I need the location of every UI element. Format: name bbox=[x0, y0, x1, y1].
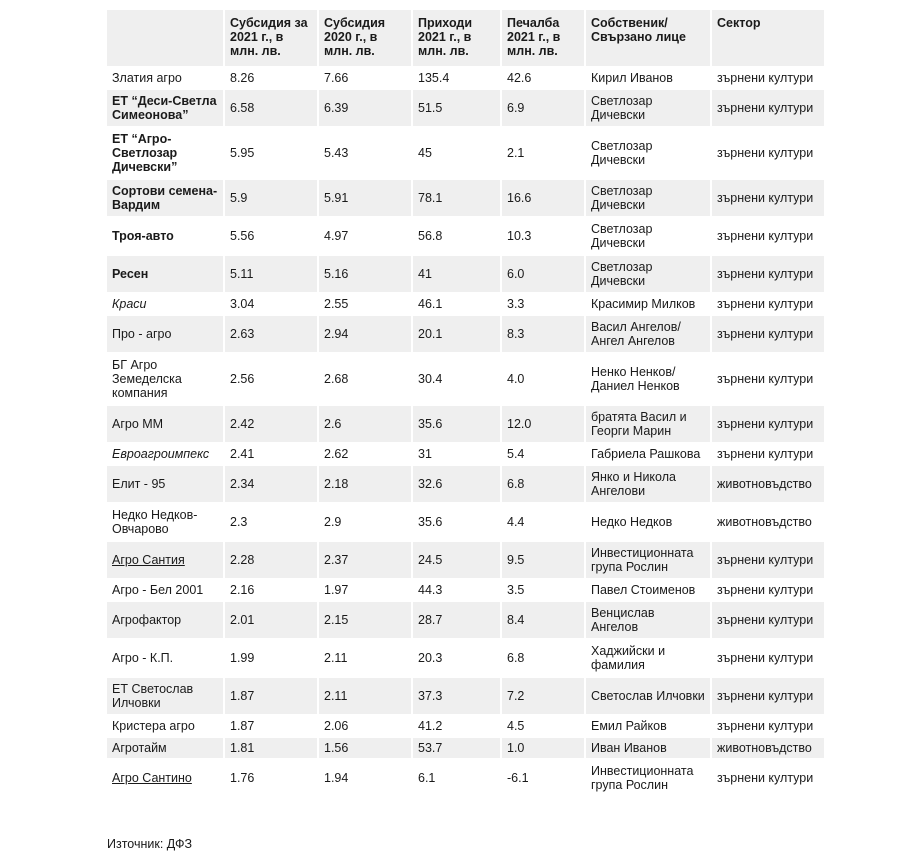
subsidy-2021-cell: 5.95 bbox=[225, 128, 319, 180]
subsidy-2020-cell: 2.68 bbox=[319, 354, 413, 406]
company-name-cell bbox=[107, 466, 225, 504]
sector-cell: зърнени култури bbox=[712, 406, 826, 444]
subsidy-2020-cell: 6.39 bbox=[319, 90, 413, 128]
owner-cell: Светлозар Дичевски bbox=[586, 128, 712, 180]
subsidy-2021-cell: 2.01 bbox=[225, 602, 319, 640]
table-row bbox=[107, 504, 826, 542]
subsidy-2020-cell: 2.06 bbox=[319, 716, 413, 738]
profit-2021-cell: 8.4 bbox=[502, 602, 586, 640]
header-row bbox=[107, 10, 826, 68]
owner-cell: Иван Иванов bbox=[586, 738, 712, 760]
subsidy-2021-cell: 2.56 bbox=[225, 354, 319, 406]
subsidy-table-container bbox=[107, 10, 826, 798]
profit-2021-cell: 4.0 bbox=[502, 354, 586, 406]
revenue-2021-cell: 41 bbox=[413, 256, 502, 294]
table-row bbox=[107, 180, 826, 218]
subsidy-2020-cell: 1.97 bbox=[319, 580, 413, 602]
company-name-text: Про - агро bbox=[112, 327, 172, 341]
subsidy-2020-cell: 4.97 bbox=[319, 218, 413, 256]
profit-2021-cell: 8.3 bbox=[502, 316, 586, 354]
subsidy-2020-cell: 1.56 bbox=[319, 738, 413, 760]
table-row bbox=[107, 218, 826, 256]
company-name-text: Недко Недков-Овчарово bbox=[112, 508, 198, 536]
profit-2021-cell: 6.9 bbox=[502, 90, 586, 128]
company-name-cell bbox=[107, 602, 225, 640]
table-row bbox=[107, 354, 826, 406]
subsidy-2020-cell: 2.9 bbox=[319, 504, 413, 542]
table-row bbox=[107, 738, 826, 760]
table-row bbox=[107, 294, 826, 316]
subsidy-2021-cell: 2.42 bbox=[225, 406, 319, 444]
subsidy-2020-cell: 5.16 bbox=[319, 256, 413, 294]
revenue-2021-cell: 28.7 bbox=[413, 602, 502, 640]
company-name-text: Елит - 95 bbox=[112, 477, 166, 491]
subsidy-2020-cell: 7.66 bbox=[319, 68, 413, 90]
owner-cell: Янко и Никола Ангелови bbox=[586, 466, 712, 504]
header-sector: Сектор bbox=[712, 10, 826, 68]
revenue-2021-cell: 37.3 bbox=[413, 678, 502, 716]
table-row bbox=[107, 256, 826, 294]
profit-2021-cell: 6.8 bbox=[502, 640, 586, 678]
subsidy-2021-cell: 2.63 bbox=[225, 316, 319, 354]
source-note: Източник: ДФЗ bbox=[107, 837, 193, 851]
subsidy-2020-cell: 2.15 bbox=[319, 602, 413, 640]
subsidy-2021-cell: 2.28 bbox=[225, 542, 319, 580]
profit-2021-cell: 4.4 bbox=[502, 504, 586, 542]
revenue-2021-cell: 45 bbox=[413, 128, 502, 180]
company-name-cell bbox=[107, 580, 225, 602]
profit-2021-cell: 7.2 bbox=[502, 678, 586, 716]
owner-cell: Светлозар Дичевски bbox=[586, 180, 712, 218]
subsidy-2020-cell: 2.11 bbox=[319, 678, 413, 716]
company-name-cell bbox=[107, 316, 225, 354]
company-name-cell bbox=[107, 542, 225, 580]
subsidy-2021-cell: 3.04 bbox=[225, 294, 319, 316]
revenue-2021-cell: 30.4 bbox=[413, 354, 502, 406]
profit-2021-cell: 2.1 bbox=[502, 128, 586, 180]
revenue-2021-cell: 24.5 bbox=[413, 542, 502, 580]
table-row bbox=[107, 760, 826, 798]
subsidy-2020-cell: 2.11 bbox=[319, 640, 413, 678]
company-name-cell bbox=[107, 218, 225, 256]
sector-cell: зърнени култури bbox=[712, 180, 826, 218]
header-subsidy-2021: Субсидия за 2021 г., в млн. лв. bbox=[225, 10, 319, 68]
owner-cell: Емил Райков bbox=[586, 716, 712, 738]
company-name-text: Ресен bbox=[112, 267, 149, 281]
company-name-text: Троя-авто bbox=[112, 229, 174, 243]
header-profit-2021: Печалба 2021 г., в млн. лв. bbox=[502, 10, 586, 68]
subsidy-2020-cell: 2.94 bbox=[319, 316, 413, 354]
header-owner: Собственик/ Свързано лице bbox=[586, 10, 712, 68]
subsidy-2021-cell: 1.99 bbox=[225, 640, 319, 678]
company-name-text: Сортови семена- Вардим bbox=[112, 184, 218, 212]
subsidy-2021-cell: 1.81 bbox=[225, 738, 319, 760]
sector-cell: зърнени култури bbox=[712, 256, 826, 294]
revenue-2021-cell: 35.6 bbox=[413, 504, 502, 542]
subsidy-2020-cell: 1.94 bbox=[319, 760, 413, 798]
profit-2021-cell: 10.3 bbox=[502, 218, 586, 256]
sector-cell: зърнени култури bbox=[712, 128, 826, 180]
company-name-cell bbox=[107, 716, 225, 738]
company-name-text: Евроагроимпекс bbox=[112, 447, 210, 461]
header-subsidy-2020: Субсидия 2020 г., в млн. лв. bbox=[319, 10, 413, 68]
revenue-2021-cell: 20.3 bbox=[413, 640, 502, 678]
subsidy-2020-cell: 2.37 bbox=[319, 542, 413, 580]
owner-cell: братята Васил и Георги Марин bbox=[586, 406, 712, 444]
table-row bbox=[107, 68, 826, 90]
revenue-2021-cell: 135.4 bbox=[413, 68, 502, 90]
company-name-text: Краси bbox=[112, 297, 147, 311]
company-name-cell bbox=[107, 760, 225, 798]
header-revenue-2021: Приходи 2021 г., в млн. лв. bbox=[413, 10, 502, 68]
owner-cell: Светлозар Дичевски bbox=[586, 90, 712, 128]
subsidy-2021-cell: 1.87 bbox=[225, 716, 319, 738]
owner-cell: Хаджийски и фамилия bbox=[586, 640, 712, 678]
company-name-text: Кристера агро bbox=[112, 719, 195, 733]
table-header bbox=[107, 10, 826, 68]
table-row bbox=[107, 542, 826, 580]
sector-cell: зърнени култури bbox=[712, 760, 826, 798]
profit-2021-cell: 9.5 bbox=[502, 542, 586, 580]
sector-cell: зърнени култури bbox=[712, 716, 826, 738]
subsidy-2020-cell: 5.91 bbox=[319, 180, 413, 218]
subsidy-2021-cell: 5.11 bbox=[225, 256, 319, 294]
company-name-cell bbox=[107, 68, 225, 90]
table-row bbox=[107, 128, 826, 180]
profit-2021-cell: 3.5 bbox=[502, 580, 586, 602]
sector-cell: зърнени култури bbox=[712, 542, 826, 580]
profit-2021-cell: 4.5 bbox=[502, 716, 586, 738]
company-name-cell bbox=[107, 128, 225, 180]
owner-cell: Венцислав Ангелов bbox=[586, 602, 712, 640]
subsidy-2020-cell: 2.18 bbox=[319, 466, 413, 504]
company-name-text: Златия агро bbox=[112, 71, 182, 85]
sector-cell: зърнени култури bbox=[712, 602, 826, 640]
company-name-cell bbox=[107, 354, 225, 406]
table-row bbox=[107, 580, 826, 602]
profit-2021-cell: 6.8 bbox=[502, 466, 586, 504]
table-row bbox=[107, 90, 826, 128]
revenue-2021-cell: 44.3 bbox=[413, 580, 502, 602]
revenue-2021-cell: 32.6 bbox=[413, 466, 502, 504]
revenue-2021-cell: 56.8 bbox=[413, 218, 502, 256]
company-name-cell bbox=[107, 678, 225, 716]
profit-2021-cell: -6.1 bbox=[502, 760, 586, 798]
subsidy-2021-cell: 2.16 bbox=[225, 580, 319, 602]
sector-cell: зърнени култури bbox=[712, 68, 826, 90]
owner-cell: Ненко Ненков/ Даниел Ненков bbox=[586, 354, 712, 406]
sector-cell: животновъдство bbox=[712, 504, 826, 542]
company-name-text: Агро - Бел 2001 bbox=[112, 583, 204, 597]
owner-cell: Инвестиционната група Рослин bbox=[586, 542, 712, 580]
owner-cell: Инвестиционната група Рослин bbox=[586, 760, 712, 798]
table-row bbox=[107, 678, 826, 716]
table-row bbox=[107, 466, 826, 504]
company-name-cell bbox=[107, 90, 225, 128]
subsidy-2020-cell: 2.6 bbox=[319, 406, 413, 444]
header-company bbox=[107, 10, 225, 68]
profit-2021-cell: 42.6 bbox=[502, 68, 586, 90]
sector-cell: зърнени култури bbox=[712, 316, 826, 354]
sector-cell: зърнени култури bbox=[712, 218, 826, 256]
company-name-text: БГ Агро Земеделска компания bbox=[112, 358, 182, 400]
table-row bbox=[107, 406, 826, 444]
revenue-2021-cell: 53.7 bbox=[413, 738, 502, 760]
company-name-text: ЕТ Светослав Илчовки bbox=[112, 682, 194, 710]
revenue-2021-cell: 35.6 bbox=[413, 406, 502, 444]
company-name-text[interactable]: Агро Сантино bbox=[112, 771, 192, 785]
profit-2021-cell: 1.0 bbox=[502, 738, 586, 760]
revenue-2021-cell: 78.1 bbox=[413, 180, 502, 218]
company-name-cell bbox=[107, 738, 225, 760]
revenue-2021-cell: 31 bbox=[413, 444, 502, 466]
owner-cell: Кирил Иванов bbox=[586, 68, 712, 90]
subsidy-table bbox=[107, 10, 826, 798]
owner-cell: Павел Стоименов bbox=[586, 580, 712, 602]
sector-cell: животновъдство bbox=[712, 738, 826, 760]
subsidy-2021-cell: 8.26 bbox=[225, 68, 319, 90]
revenue-2021-cell: 51.5 bbox=[413, 90, 502, 128]
subsidy-2020-cell: 2.62 bbox=[319, 444, 413, 466]
company-name-text: ЕТ “Деси-Светла Симеонова” bbox=[112, 94, 217, 122]
company-name-text: Агро - К.П. bbox=[112, 651, 174, 665]
revenue-2021-cell: 6.1 bbox=[413, 760, 502, 798]
sector-cell: зърнени култури bbox=[712, 294, 826, 316]
revenue-2021-cell: 46.1 bbox=[413, 294, 502, 316]
owner-cell: Светлозар Дичевски bbox=[586, 256, 712, 294]
table-row bbox=[107, 444, 826, 466]
table-row bbox=[107, 640, 826, 678]
sector-cell: зърнени култури bbox=[712, 640, 826, 678]
subsidy-2021-cell: 6.58 bbox=[225, 90, 319, 128]
revenue-2021-cell: 41.2 bbox=[413, 716, 502, 738]
company-name-cell bbox=[107, 504, 225, 542]
profit-2021-cell: 12.0 bbox=[502, 406, 586, 444]
sector-cell: животновъдство bbox=[712, 466, 826, 504]
company-name-cell bbox=[107, 294, 225, 316]
profit-2021-cell: 16.6 bbox=[502, 180, 586, 218]
sector-cell: зърнени култури bbox=[712, 580, 826, 602]
owner-cell: Красимир Милков bbox=[586, 294, 712, 316]
company-name-cell bbox=[107, 640, 225, 678]
subsidy-2021-cell: 1.87 bbox=[225, 678, 319, 716]
company-name-text: Агрофактор bbox=[112, 613, 182, 627]
profit-2021-cell: 3.3 bbox=[502, 294, 586, 316]
company-name-cell bbox=[107, 406, 225, 444]
owner-cell: Габриела Рашкова bbox=[586, 444, 712, 466]
subsidy-2020-cell: 2.55 bbox=[319, 294, 413, 316]
sector-cell: зърнени култури bbox=[712, 444, 826, 466]
sector-cell: зърнени култури bbox=[712, 678, 826, 716]
company-name-cell bbox=[107, 444, 225, 466]
company-name-cell bbox=[107, 256, 225, 294]
subsidy-2021-cell: 5.56 bbox=[225, 218, 319, 256]
sector-cell: зърнени култури bbox=[712, 90, 826, 128]
owner-cell: Светослав Илчовки bbox=[586, 678, 712, 716]
owner-cell: Недко Недков bbox=[586, 504, 712, 542]
company-name-text[interactable]: Агро Сантия bbox=[112, 553, 185, 567]
company-name-text: Агро ММ bbox=[112, 417, 164, 431]
subsidy-2021-cell: 2.41 bbox=[225, 444, 319, 466]
company-name-text: Агротайм bbox=[112, 741, 167, 755]
subsidy-2021-cell: 2.3 bbox=[225, 504, 319, 542]
table-row bbox=[107, 316, 826, 354]
revenue-2021-cell: 20.1 bbox=[413, 316, 502, 354]
company-name-text: ЕТ “Агро-Светлозар Дичевски” bbox=[112, 132, 178, 174]
owner-cell: Васил Ангелов/ Ангел Ангелов bbox=[586, 316, 712, 354]
table-row bbox=[107, 602, 826, 640]
profit-2021-cell: 6.0 bbox=[502, 256, 586, 294]
subsidy-2021-cell: 1.76 bbox=[225, 760, 319, 798]
subsidy-2021-cell: 2.34 bbox=[225, 466, 319, 504]
subsidy-2021-cell: 5.9 bbox=[225, 180, 319, 218]
table-body bbox=[107, 68, 826, 798]
table-row bbox=[107, 716, 826, 738]
sector-cell: зърнени култури bbox=[712, 354, 826, 406]
owner-cell: Светлозар Дичевски bbox=[586, 218, 712, 256]
subsidy-2020-cell: 5.43 bbox=[319, 128, 413, 180]
profit-2021-cell: 5.4 bbox=[502, 444, 586, 466]
company-name-cell bbox=[107, 180, 225, 218]
